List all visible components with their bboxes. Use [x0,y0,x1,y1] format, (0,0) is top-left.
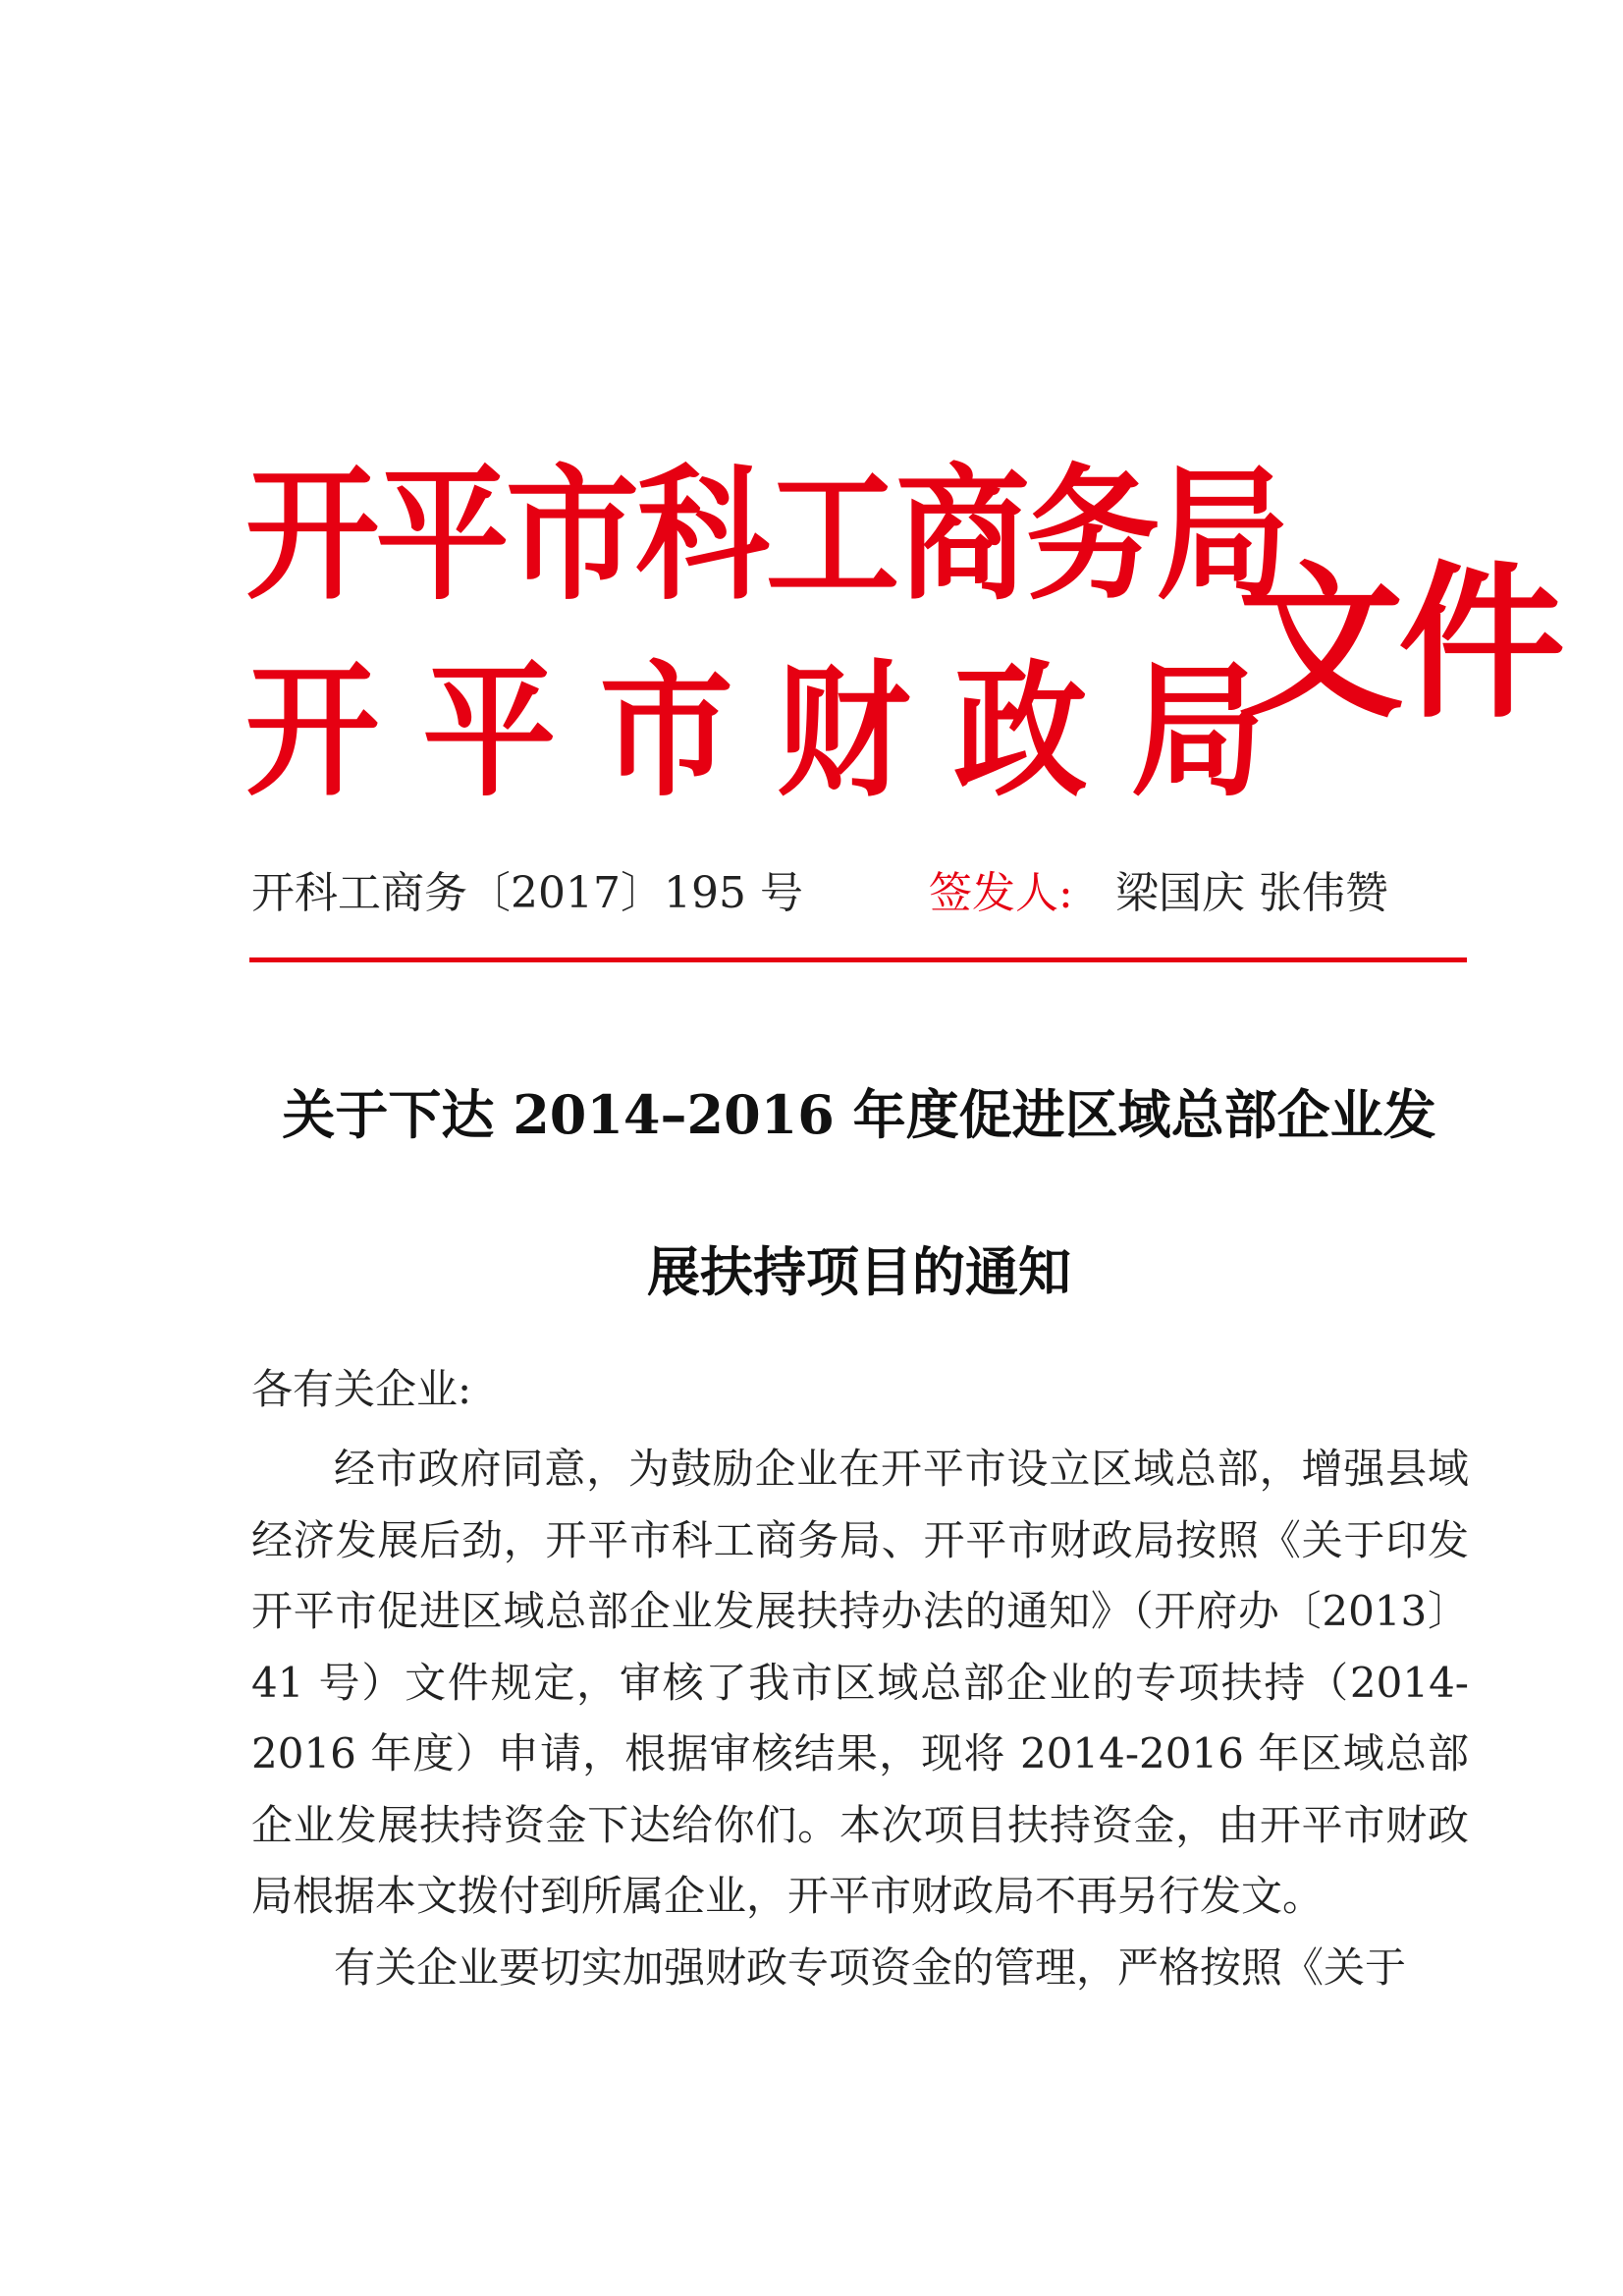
body-paragraph-2: 有关企业要切实加强财政专项资金的管理，严格按照《关于 [334,1942,1407,1992]
masthead [245,449,1600,835]
issuer-line-2: 开平市财政局 [245,645,1308,816]
document-title-line-1: 关于下达 2014–2016 年度促进区域总部企业发 [282,1083,1436,1146]
document-title-line-2: 展扶持项目的通知 [647,1240,1071,1303]
signer-names: 梁国庆 张伟赞 [1115,868,1388,918]
body-paragraph-1: 经市政府同意，为鼓励企业在开平市设立区域总部，增强县域经济发展后劲，开平市科工商务局、开平市财政局按照《关于印发开平市促进区域总部企业发展扶持办法的通知》（开府办〔2013〕41 号）文件规定，审核了我市区域总部企业的专项扶持（2014-2016 年度）申请，根据审核结果，现将 2014-2016 年区域总部企业发展扶持资金下达给你们。本次项目扶持资金，由开平市财政局根据本文拨付到所属企业，开平市财政局不再另行发文。 [251,1445,1469,1920]
document-number: 开科工商务〔2017〕195 号 [251,868,803,918]
document-meta [251,864,1459,923]
red-divider-line [249,957,1467,962]
document-type: 文件 [1237,545,1560,741]
salutation: 各有关企业: [251,1365,472,1413]
issuer-line-1: 开平市科工商务局 [245,449,1286,620]
document-body [251,1434,1469,2003]
signer-label: 签发人: [929,868,1073,918]
